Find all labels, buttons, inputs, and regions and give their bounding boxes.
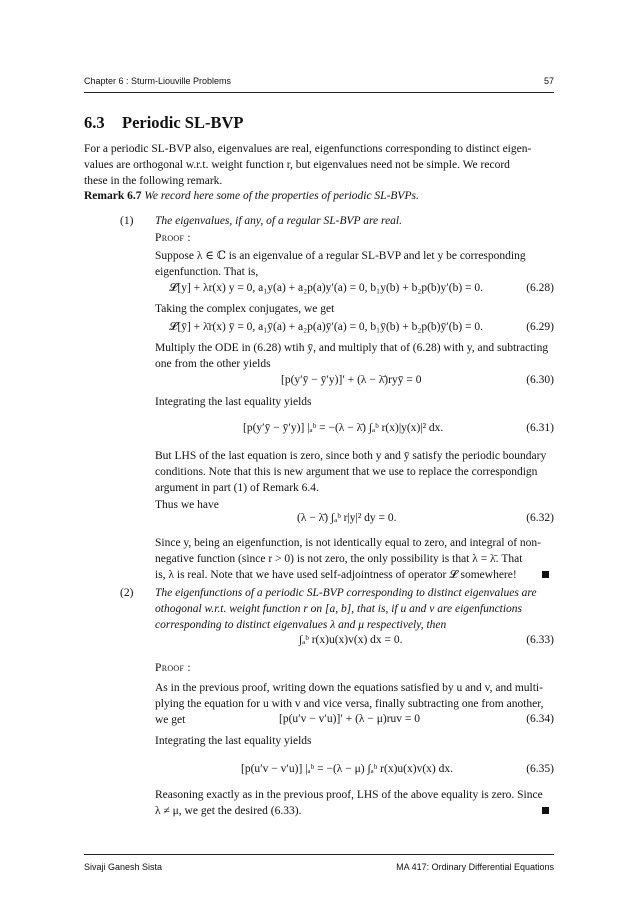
equation-6-32 bbox=[155, 512, 554, 530]
equation-tag: (6.33) bbox=[526, 634, 554, 646]
text-line: Thus we have bbox=[155, 499, 219, 511]
proof-paragraph bbox=[155, 535, 554, 583]
text-line: Multiply the ODE in (6.28) wtih ȳ, and multiply that of (6.28) with y, and subtracting bbox=[155, 342, 549, 354]
equation-body: [p(y′ȳ − ȳ′y)]′ + (λ − λ̄)ryȳ = 0 bbox=[281, 374, 422, 386]
page-number: 57 bbox=[543, 76, 554, 86]
item-statement bbox=[155, 585, 554, 633]
section-number: 6.3 bbox=[84, 113, 105, 132]
proof-paragraph bbox=[155, 448, 554, 496]
qed-square-icon bbox=[542, 571, 549, 578]
remark bbox=[84, 188, 554, 204]
text-line: we get bbox=[155, 714, 186, 726]
equation-6-34 bbox=[155, 713, 554, 731]
item-number: (2) bbox=[120, 587, 134, 599]
footer-rule bbox=[84, 854, 554, 855]
text-line: plying the equation for u with v and vice versa, finally subtracting one from another, bbox=[155, 698, 544, 710]
text-line: Taking the complex conjugates, we get bbox=[155, 303, 335, 315]
text-line: For a periodic SL-BVP also, eigenvalues are real, eigenfunctions corresponding to distinct eigen- bbox=[84, 143, 532, 155]
intro-paragraph bbox=[84, 141, 554, 189]
text-line: But LHS of the last equation is zero, since both y and ȳ satisfy the periodic boundary bbox=[155, 450, 547, 462]
equation-tag: (6.30) bbox=[526, 374, 554, 386]
equation-body: [p(y′ȳ − ȳ′y)] |ₐᵇ = −(λ − λ̄) ∫ₐᵇ r(x)|y(x)|² dx. bbox=[243, 422, 444, 434]
text-line: one from the other yields bbox=[155, 358, 271, 370]
running-header bbox=[84, 76, 554, 86]
equation-body: 𝓛[y] + λr(x) y = 0, a₁y(a) + a₂p(a)y′(a) = 0, b₁y(b) + b₂p(b)y′(b) = 0. bbox=[169, 282, 484, 294]
text-line: these in the following remark. bbox=[84, 175, 223, 187]
equation-body: [p(u′v − v′u)]′ + (λ − μ)ruv = 0 bbox=[279, 713, 421, 725]
item-statement: The eigenvalues, if any, of a regular SL-BVP are real. bbox=[155, 215, 403, 227]
equation-body: (λ − λ̄) ∫ₐᵇ r|y|² dy = 0. bbox=[297, 512, 397, 524]
course-title: MA 417: Ordinary Differential Equations bbox=[396, 862, 554, 872]
proof-label: Proof : bbox=[155, 662, 191, 674]
remark-text: We record here some of the properties of periodic SL-BVPs. bbox=[144, 190, 419, 202]
equation-tag: (6.28) bbox=[526, 282, 554, 294]
text-line: argument in part (1) of Remark 6.4. bbox=[155, 482, 319, 494]
text-line: is, λ is real. Note that we have used self-adjointness of operator 𝓛 somewhere! bbox=[155, 569, 517, 581]
text-line: eigenfunction. That is, bbox=[155, 266, 259, 278]
text-line: Suppose λ ∈ ℂ is an eigenvalue of a regular SL-BVP and let y be corresponding bbox=[155, 250, 526, 262]
equation-6-28 bbox=[155, 282, 554, 300]
header-rule bbox=[84, 92, 554, 93]
section-heading bbox=[84, 113, 243, 133]
text-line: Reasoning exactly as in the previous proof, LHS of the above equality is zero. Since bbox=[155, 789, 543, 801]
equation-6-35 bbox=[155, 763, 554, 781]
item-number: (1) bbox=[120, 215, 134, 227]
text-line: Integrating the last equality yields bbox=[155, 735, 312, 747]
text-line: Since y, being an eigenfunction, is not identically equal to zero, and integral of non- bbox=[155, 537, 541, 549]
text-line: Integrating the last equality yields bbox=[155, 396, 312, 408]
remark-label: Remark 6.7 bbox=[84, 190, 142, 202]
text-line: The eigenfunctions of a periodic SL-BVP corresponding to distinct eigenvalues are bbox=[155, 587, 537, 599]
equation-tag: (6.34) bbox=[526, 713, 554, 725]
equation-6-31 bbox=[155, 422, 554, 440]
author-name: Sivaji Ganesh Sista bbox=[84, 862, 163, 872]
section-title: Periodic SL-BVP bbox=[122, 113, 244, 132]
text-line: othogonal w.r.t. weight function r on [a, b], that is, if u and v are eigenfunctions bbox=[155, 603, 523, 615]
equation-body: ∫ₐᵇ r(x)u(x)v(x) dx = 0. bbox=[299, 634, 403, 646]
equation-tag: (6.29) bbox=[526, 321, 554, 333]
proof-label: Proof : bbox=[155, 232, 191, 244]
equation-body: [p(u′v − v′u)] |ₐᵇ = −(λ − μ) ∫ₐᵇ r(x)u(x)v(x) dx. bbox=[241, 763, 453, 775]
text-line: negative function (since r > 0) is not zero, the only possibility is that λ = λ̄. That bbox=[155, 553, 523, 565]
text-line: values are orthogonal w.r.t. weight function r, but eigenvalues need not be simple. We record bbox=[84, 159, 510, 171]
qed-square-icon bbox=[542, 807, 549, 814]
chapter-title: Chapter 6 : Sturm-Liouville Problems bbox=[84, 76, 232, 86]
equation-tag: (6.35) bbox=[526, 763, 554, 775]
equation-body: 𝓛[ȳ] + λ̄r(x) ȳ = 0, a₁ȳ(a) + a₂p(a)ȳ′(a) = 0, b₁ȳ(b) + b₂p(b)ȳ′(b) = 0. bbox=[169, 321, 484, 333]
equation-tag: (6.31) bbox=[526, 422, 554, 434]
proof-paragraph bbox=[155, 787, 554, 819]
text-line: conditions. Note that this is new argument that we use to replace the correspondign bbox=[155, 466, 538, 478]
text-line: As in the previous proof, writing down the equations satisfied by u and v, and multi- bbox=[155, 682, 543, 694]
running-footer bbox=[84, 862, 554, 872]
proof-paragraph bbox=[155, 340, 554, 372]
equation-6-30 bbox=[155, 374, 554, 392]
equation-6-29 bbox=[155, 321, 554, 339]
text-line: corresponding to distinct eigenvalues λ and μ respectively, then bbox=[155, 619, 447, 631]
equation-tag: (6.32) bbox=[526, 512, 554, 524]
text-line: λ ≠ μ, we get the desired (6.33). bbox=[155, 805, 302, 817]
equation-6-33 bbox=[155, 634, 554, 652]
proof-paragraph bbox=[155, 248, 554, 280]
